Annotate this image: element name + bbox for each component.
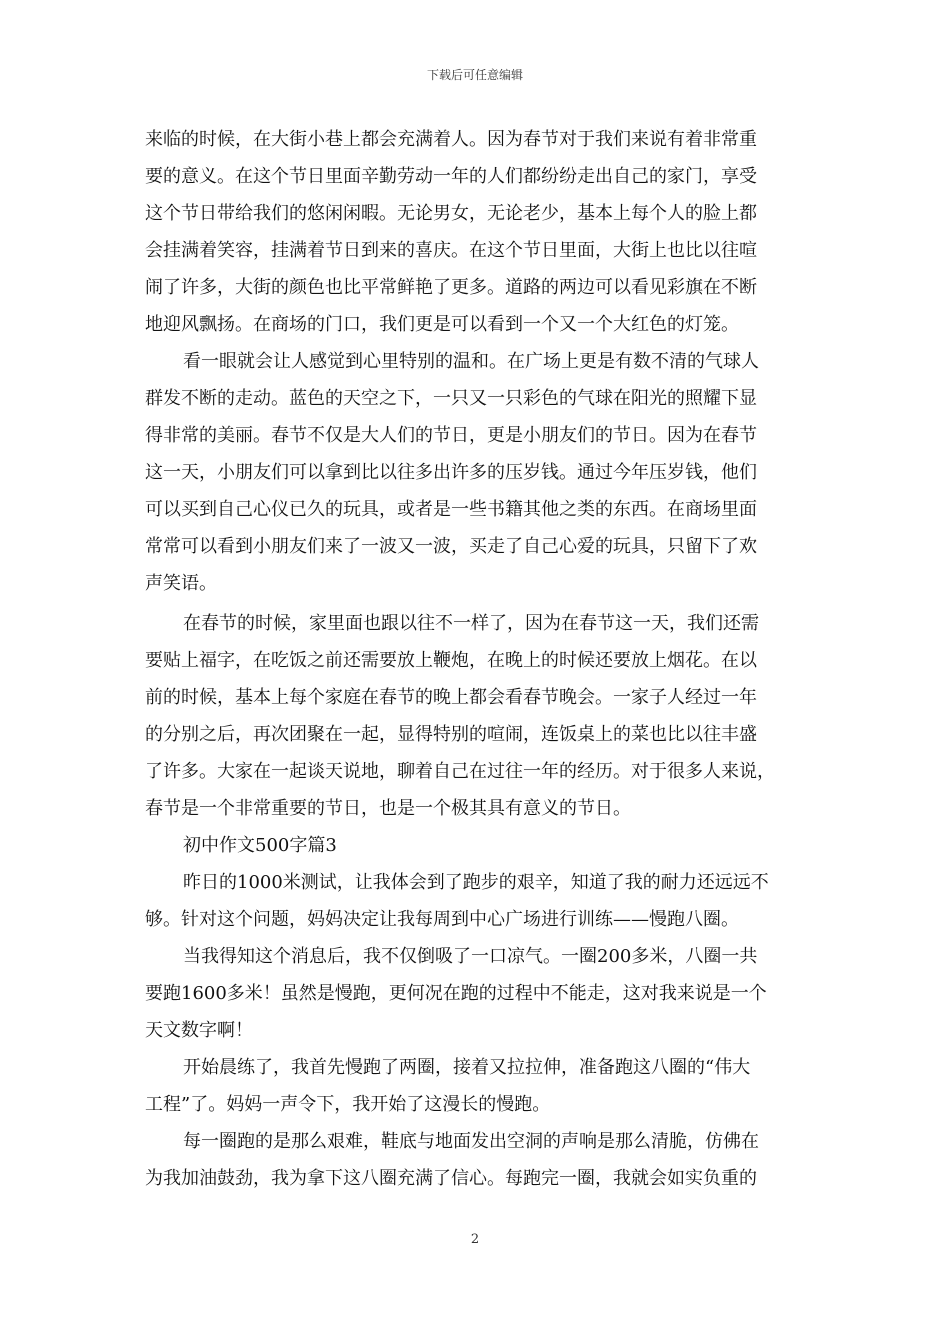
body-line: 群发不断的走动。蓝色的天空之下，一只又一只彩色的气球在阳光的照耀下显 [145, 388, 757, 409]
body-line: 地迎风飘扬。在商场的门口，我们更是可以看到一个又一个大红色的灯笼。 [145, 314, 739, 335]
body-line: 为我加油鼓劲，我为拿下这八圈充满了信心。每跑完一圈，我就会如实负重的 [145, 1168, 757, 1189]
body-line: 的分别之后，再次团聚在一起，显得特别的喧闹，连饭桌上的菜也比以往丰盛 [145, 724, 757, 745]
body-line: 春节是一个非常重要的节日，也是一个极其具有意义的节日。 [145, 798, 631, 819]
page-header: 下载后可任意编辑 [426, 68, 523, 82]
section-heading: 初中作文500字篇3 [183, 835, 337, 856]
body-line: 昨日的1000米测试，让我体会到了跑步的艰辛，知道了我的耐力还远远不 [183, 872, 769, 893]
body-line: 常常可以看到小朋友们来了一波又一波，买走了自己心爱的玩具，只留下了欢 [145, 536, 757, 557]
body-line: 开始晨练了，我首先慢跑了两圈，接着又拉拉伸，准备跑这八圈的“伟大 [183, 1057, 751, 1078]
page-number: 2 [470, 1232, 480, 1247]
body-line: 要跑1600多米！虽然是慢跑，更何况在跑的过程中不能走，这对我来说是一个 [145, 983, 767, 1004]
body-line: 得非常的美丽。春节不仅是大人们的节日，更是小朋友们的节日。因为在春节 [145, 425, 757, 446]
body-line: 要贴上福字，在吃饭之前还需要放上鞭炮，在晚上的时候还要放上烟花。在以 [145, 650, 757, 671]
body-line: 会挂满着笑容，挂满着节日到来的喜庆。在这个节日里面，大街上也比以往喧 [145, 240, 757, 261]
body-line: 看一眼就会让人感觉到心里特别的温和。在广场上更是有数不清的气球人 [183, 351, 759, 372]
body-line: 每一圈跑的是那么艰难，鞋底与地面发出空洞的声响是那么清脆，仿佛在 [183, 1131, 759, 1152]
body-line: 来临的时候，在大街小巷上都会充满着人。因为春节对于我们来说有着非常重 [145, 129, 757, 150]
body-line: 够。针对这个问题，妈妈决定让我每周到中心广场进行训练——慢跑八圈。 [145, 909, 739, 930]
body-line: 了许多。大家在一起谈天说地，聊着自己在过往一年的经历。对于很多人来说， [145, 761, 775, 782]
body-line: 天文数字啊！ [145, 1020, 253, 1041]
body-line: 这一天，小朋友们可以拿到比以往多出许多的压岁钱。通过今年压岁钱，他们 [145, 462, 757, 483]
body-line: 这个节日带给我们的悠闲闲暇。无论男女，无论老少，基本上每个人的脸上都 [145, 203, 757, 224]
body-line: 可以买到自己心仪已久的玩具，或者是一些书籍其他之类的东西。在商场里面 [145, 499, 757, 520]
body-line: 前的时候，基本上每个家庭在春节的晚上都会看春节晚会。一家子人经过一年 [145, 687, 757, 708]
body-line: 闹了许多，大街的颜色也比平常鲜艳了更多。道路的两边可以看见彩旗在不断 [145, 277, 757, 298]
body-line: 当我得知这个消息后，我不仅倒吸了一口凉气。一圈200多米，八圈一共 [183, 946, 758, 967]
body-line: 要的意义。在这个节日里面辛勤劳动一年的人们都纷纷走出自己的家门，享受 [145, 166, 757, 187]
body-line: 在春节的时候，家里面也跟以往不一样了，因为在春节这一天，我们还需 [183, 613, 759, 634]
body-line: 工程”了。妈妈一声令下，我开始了这漫长的慢跑。 [145, 1094, 551, 1115]
body-line: 声笑语。 [145, 573, 217, 594]
